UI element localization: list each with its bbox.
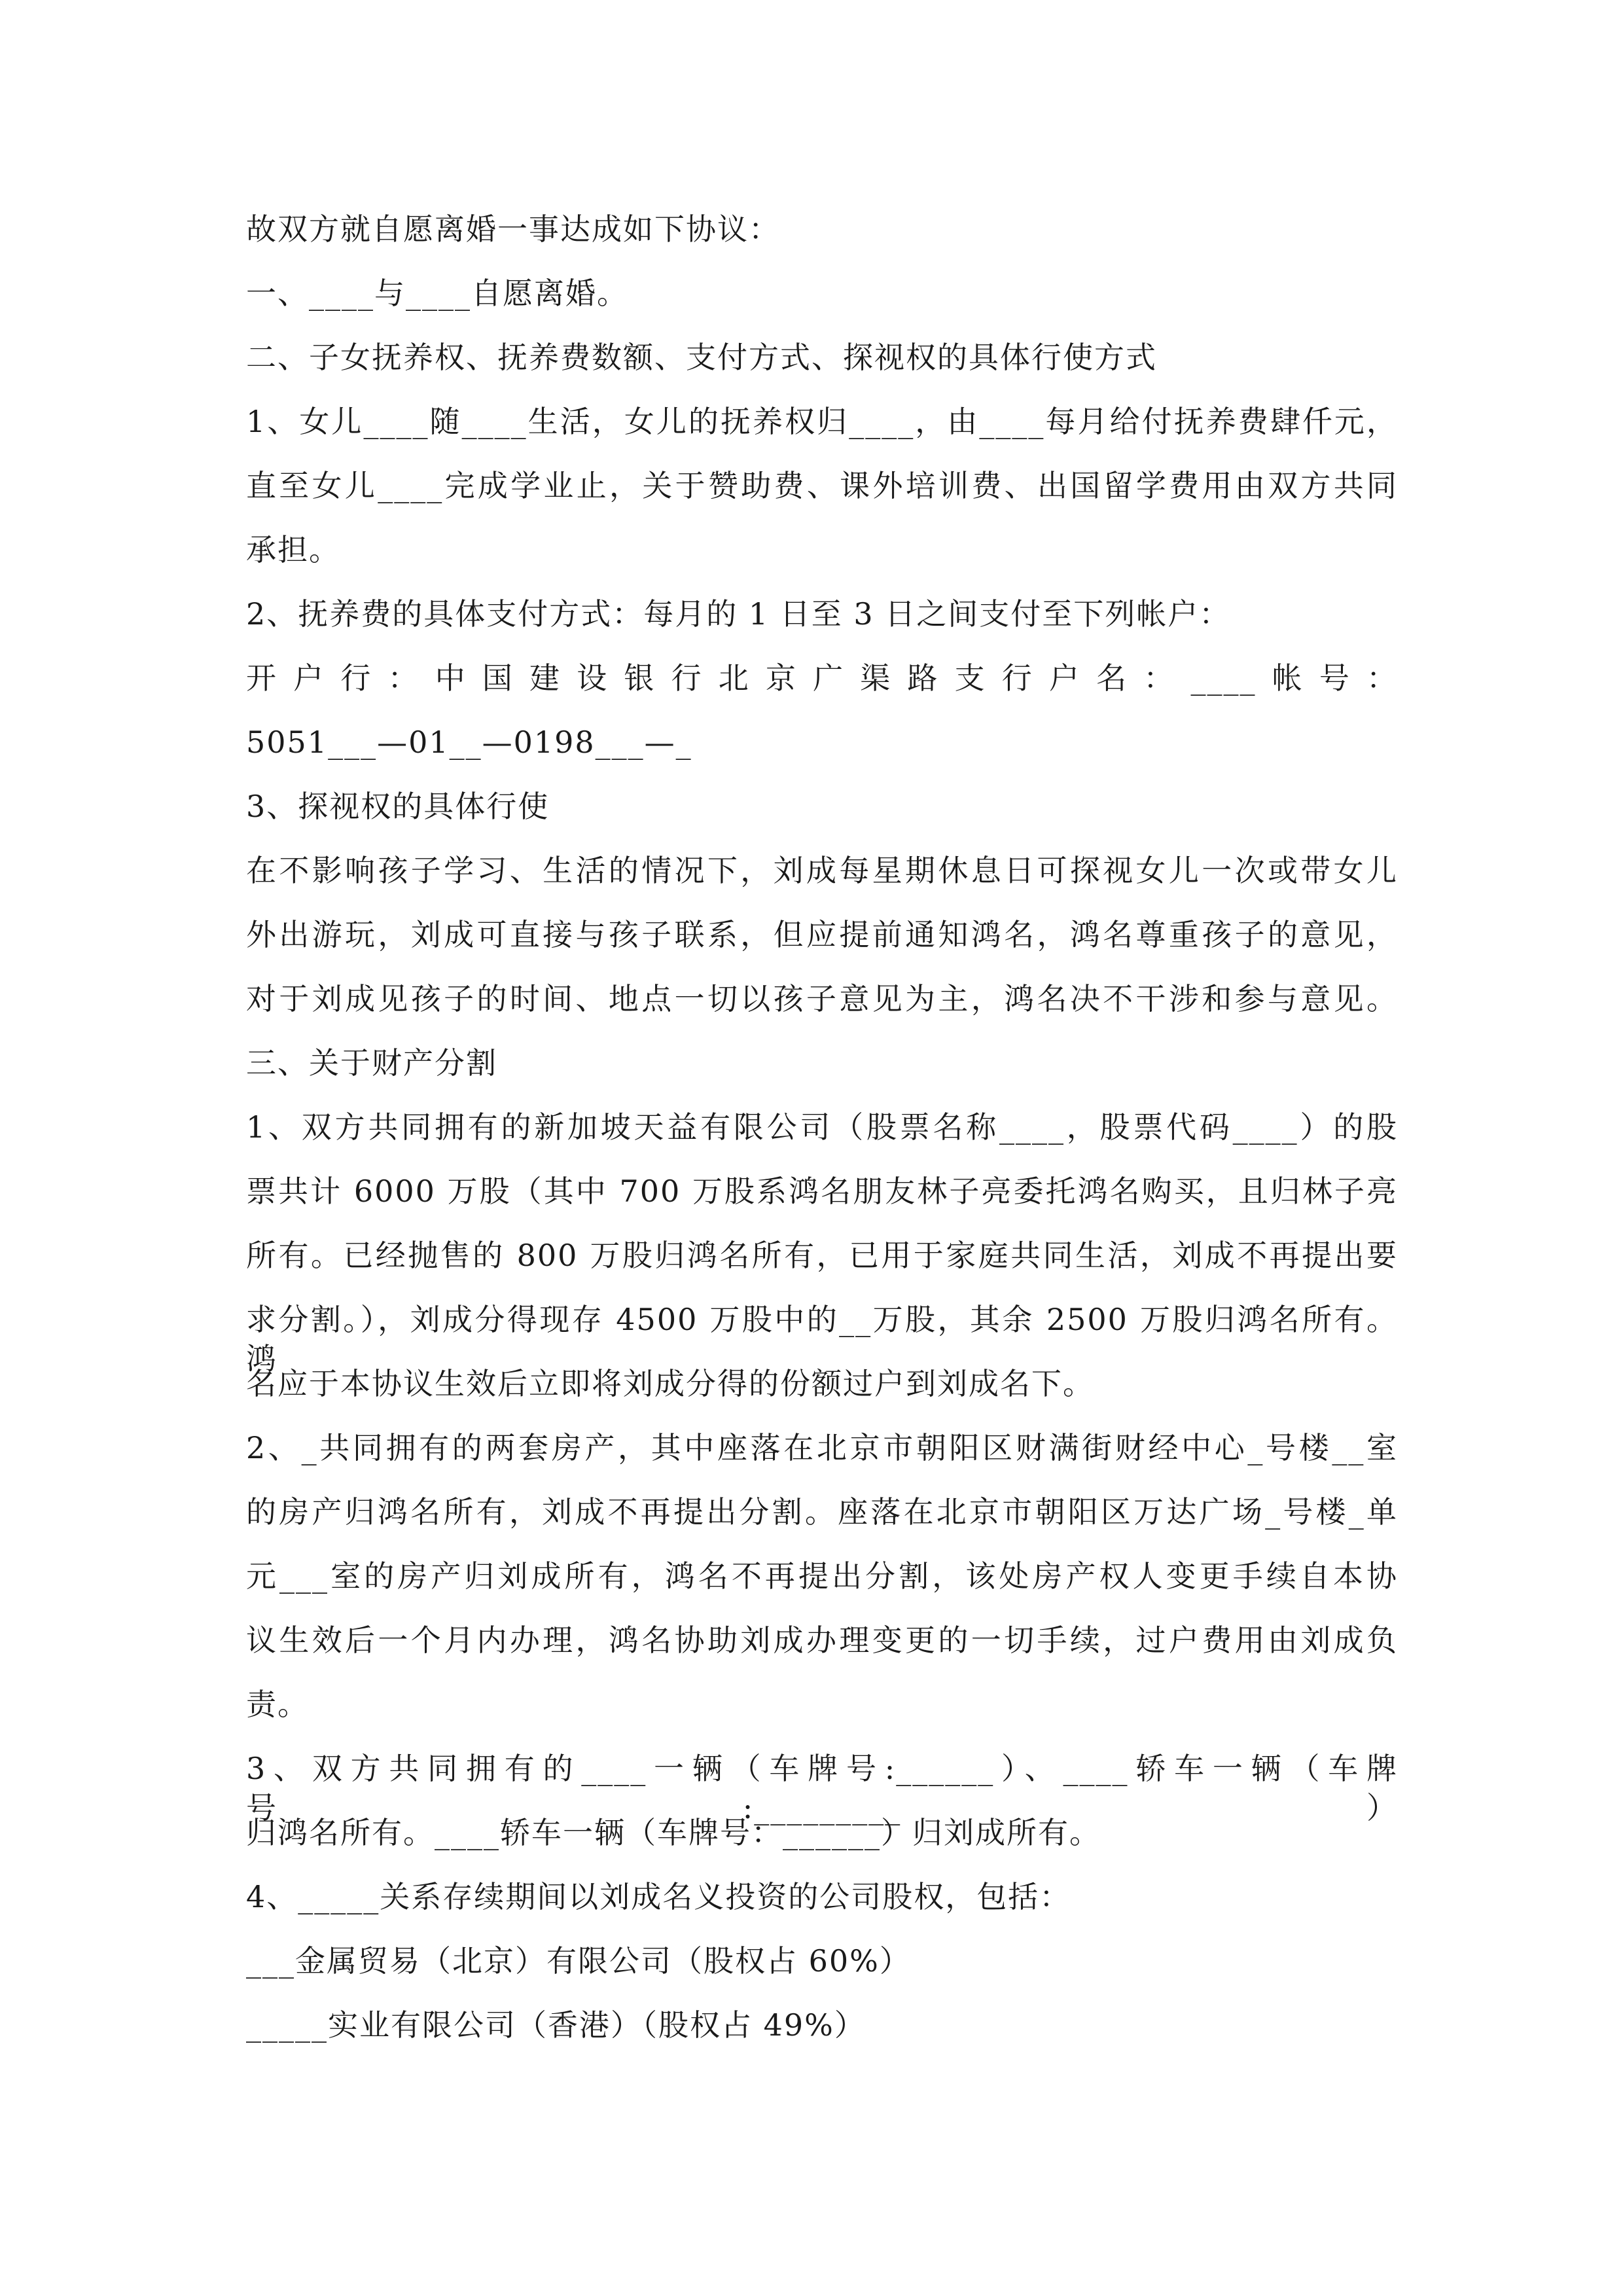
equity-item-2: _____实业有限公司（香港）（股权占 49%） [246, 2007, 866, 2043]
clause-1: 一、____与____自愿离婚。 [246, 276, 628, 311]
bank-account-line: 开户行：中国建设银行北京广渠路支行户名：____帐号： [246, 660, 1398, 696]
property-paragraph-line-3: 元___室的房产归刘成所有，鸿名不再提出分割，该处房产权人变更手续自本协 [246, 1558, 1398, 1594]
custody-paragraph-line-2: 直至女儿____完成学业止，关于赞助费、课外培训费、出国留学费用由双方共同 [246, 468, 1398, 503]
shares-paragraph-line-2: 票共计 6000 万股（其中 700 万股系鸿名朋友林子亮委托鸿名购买，且归林子亮 [246, 1174, 1398, 1209]
account-number: 5051___—01__—0198___—_ [246, 725, 692, 760]
visitation-paragraph-line-1: 在不影响孩子学习、生活的情况下，刘成每星期休息日可探视女儿一次或带女儿 [246, 853, 1398, 888]
payment-method: 2、抚养费的具体支付方式：每月的 1 日至 3 日之间支付至下列帐户： [246, 596, 1231, 632]
shares-paragraph-line-3: 所有。已经抛售的 800 万股归鸿名所有，已用于家庭共同生活，刘成不再提出要 [246, 1238, 1398, 1273]
shares-paragraph-line-4: 求分割。），刘成分得现存 4500 万股中的__万股，其余 2500 万股归鸿名所有。鸿 [246, 1302, 1398, 1376]
shares-paragraph-line-5: 名应于本协议生效后立即将刘成分得的份额过户到刘成名下。 [246, 1366, 1094, 1401]
property-paragraph-line-5: 责。 [246, 1687, 309, 1722]
vehicles-paragraph-line-1: 3、双方共同拥有的____一辆（车牌号:______）、____轿车一辆（车牌号:_________） [246, 1751, 1398, 1825]
visitation-paragraph-line-3: 对于刘成见孩子的时间、地点一切以孩子意见为主，鸿名决不干涉和参与意见。 [246, 981, 1398, 1016]
property-paragraph-line-2: 的房产归鸿名所有，刘成不再提出分割。座落在北京市朝阳区万达广场_号楼_单 [246, 1494, 1398, 1530]
section-2-heading: 二、子女抚养权、抚养费数额、支付方式、探视权的具体行使方式 [246, 340, 1157, 375]
agreement-intro: 故双方就自愿离婚一事达成如下协议： [246, 211, 780, 247]
shares-paragraph-line-1: 1、双方共同拥有的新加坡天益有限公司（股票名称____，股票代码____）的股 [246, 1109, 1398, 1145]
property-paragraph-line-1: 2、_共同拥有的两套房产，其中座落在北京市朝阳区财满街财经中心_号楼__室 [246, 1430, 1398, 1465]
visitation-paragraph-line-2: 外出游玩，刘成可直接与孩子联系，但应提前通知鸿名，鸿名尊重孩子的意见， [246, 917, 1398, 952]
custody-paragraph-line-1: 1、女儿____随____生活，女儿的抚养权归____，由____每月给付抚养费肆仟元， [246, 404, 1398, 439]
equity-item-1: ___金属贸易（北京）有限公司（股权占 60%） [246, 1943, 911, 1979]
property-paragraph-line-4: 议生效后一个月内办理，鸿名协助刘成办理变更的一切手续，过户费用由刘成负 [246, 1623, 1398, 1658]
vehicles-paragraph-line-2: 归鸿名所有。____轿车一辆（车牌号：______）归刘成所有。 [246, 1815, 1101, 1850]
custody-paragraph-line-3: 承担。 [246, 532, 340, 567]
equity-heading: 4、_____关系存续期间以刘成名义投资的公司股权，包括： [246, 1879, 1071, 1914]
visitation-heading: 3、探视权的具体行使 [246, 789, 550, 824]
section-3-heading: 三、关于财产分割 [246, 1045, 497, 1081]
